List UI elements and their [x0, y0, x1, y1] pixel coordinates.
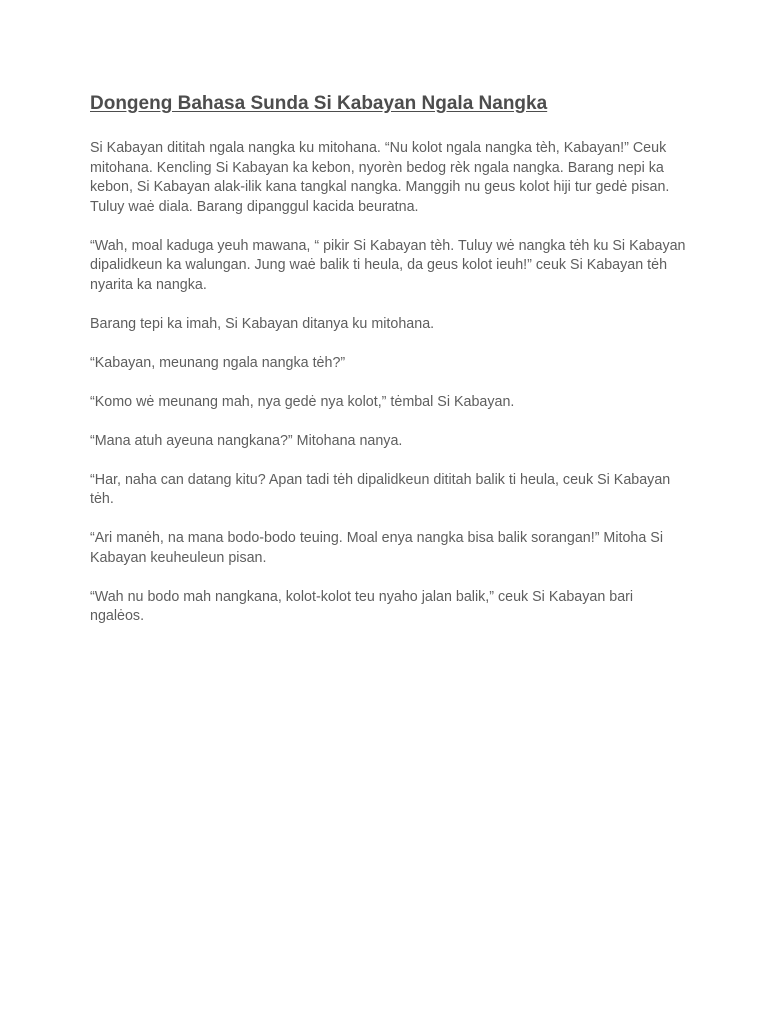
paragraph: “Wah nu bodo mah nangkana, kolot-kolot teu nyaho jalan balik,” ceuk Si Kabayan bari ngalėos.: [90, 588, 634, 624]
paragraph: “Wah, moal kaduga yeuh mawana, “ pikir Si Kabayan tèh. Tuluy wė nangka tėh ku Si Kabayan dipalidkeun ka walungan. Jung waė balik ti heula, da geus kolot ieuh!” ceuk Si Kabayan tėh nyarita ka nangka.: [90, 237, 686, 293]
paragraph: “Kabayan, meunang ngala nangka tėh?”: [90, 354, 346, 371]
document-title: Dongeng Bahasa Sunda Si Kabayan Ngala Nangka: [90, 93, 548, 114]
document-page: [90, 91, 690, 646]
paragraph: Si Kabayan dititah ngala nangka ku mitohana. “Nu kolot ngala nangka tèh, Kabayan!” Ceuk mitohana. Kencling Si Kabayan ka kebon, nyorèn bedog rèk ngala nangka. Barang nepi ka kebon, Si Kabayan alak-ilik kana tangkal nangka. Manggih nu geus kolot hiji tur gedė pisan. Tuluy waė diala. Barang dipanggul kacida beuratna.: [90, 140, 670, 215]
paragraph: “Mana atuh ayeuna nangkana?” Mitohana nanya.: [90, 432, 403, 449]
paragraph: Barang tepi ka imah, Si Kabayan ditanya ku mitohana.: [90, 315, 435, 332]
paragraph: “Ari manėh, na mana bodo-bodo teuing. Moal enya nangka bisa balik sorangan!” Mitoha Si Kabayan keuheuleun pisan.: [90, 530, 664, 566]
paragraph: “Komo wė meunang mah, nya gedė nya kolot,” tėmbal Si Kabayan.: [90, 393, 515, 410]
paragraph: “Har, naha can datang kitu? Apan tadi tėh dipalidkeun dititah balik ti heula, ceuk Si Kabayan tėh.: [90, 471, 671, 507]
